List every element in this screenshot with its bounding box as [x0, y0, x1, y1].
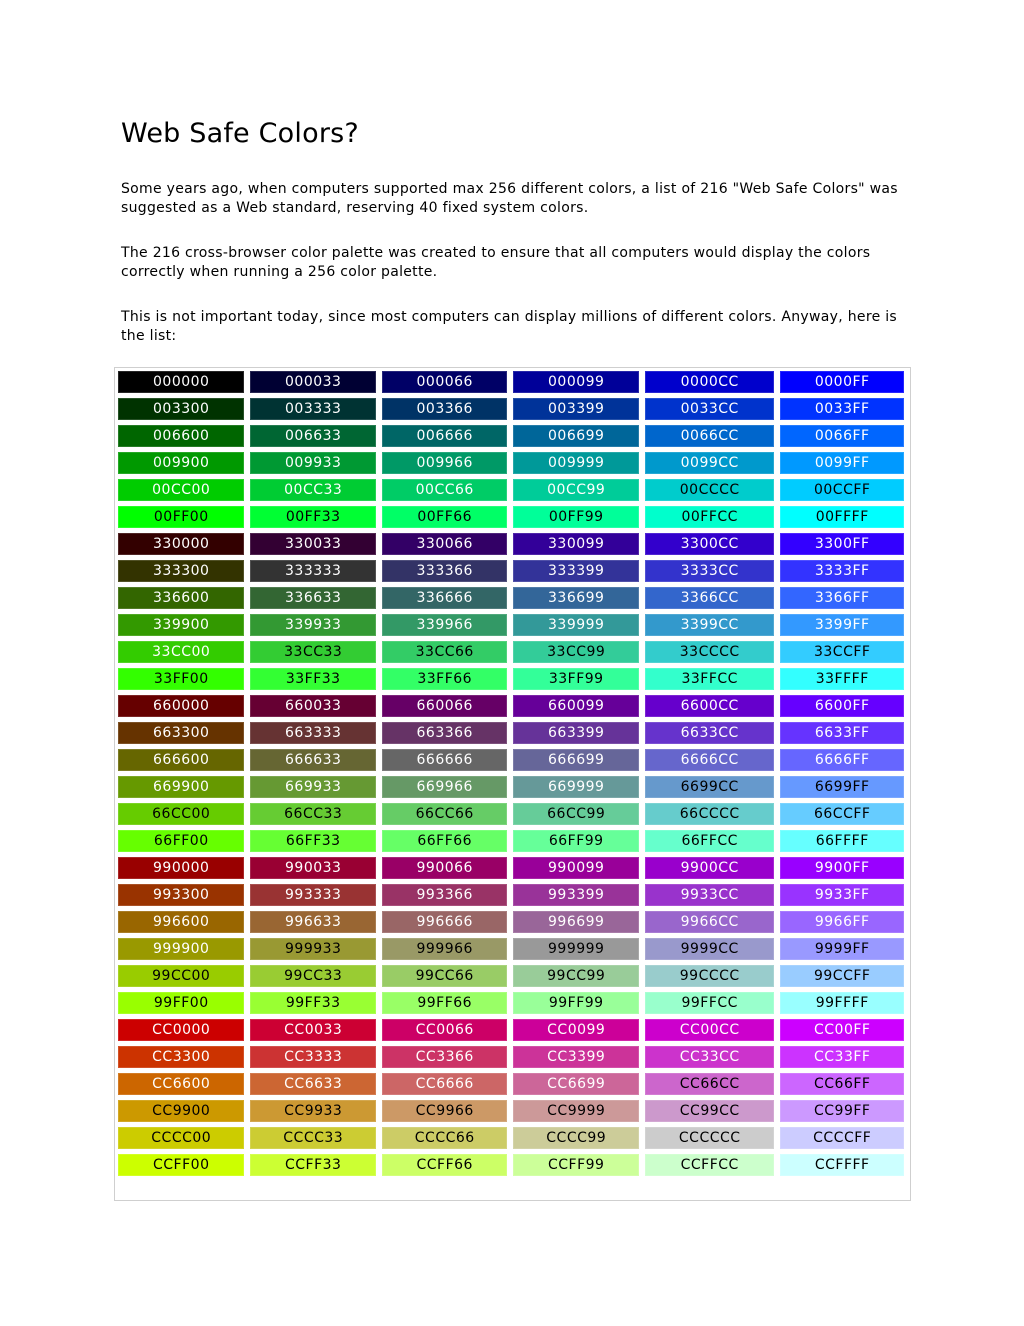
color-swatch-cell: 0099FF [780, 452, 904, 474]
color-swatch-cell: 996600 [118, 911, 244, 933]
color-swatch-cell: 00FF66 [382, 506, 508, 528]
color-swatch-cell: 990033 [250, 857, 376, 879]
color-row [118, 1100, 904, 1122]
color-swatch-cell: 66CC33 [250, 803, 376, 825]
color-swatch-cell: 660000 [118, 695, 244, 717]
color-row [118, 398, 904, 420]
color-swatch-cell: 66CC66 [382, 803, 508, 825]
color-swatch-cell: CC6633 [250, 1073, 376, 1095]
color-swatch-cell: 00CC00 [118, 479, 244, 501]
color-swatch-cell: CCFF33 [250, 1154, 376, 1176]
color-row [118, 1046, 904, 1068]
color-swatch-cell: 333333 [250, 560, 376, 582]
color-swatch-cell: 99FF33 [250, 992, 376, 1014]
color-swatch-cell: 99FFCC [645, 992, 774, 1014]
color-swatch-cell: 00CC33 [250, 479, 376, 501]
color-swatch-cell: CC0066 [382, 1019, 508, 1041]
color-swatch-cell: CCCCFF [780, 1127, 904, 1149]
color-swatch-cell: 66FF00 [118, 830, 244, 852]
color-swatch-cell: 6666CC [645, 749, 774, 771]
color-row [118, 911, 904, 933]
color-swatch-cell: 00FF99 [513, 506, 639, 528]
color-swatch-cell: 00FFCC [645, 506, 774, 528]
color-swatch-cell: 33CCCC [645, 641, 774, 663]
color-swatch-cell: 99FF99 [513, 992, 639, 1014]
color-swatch-cell: CC6699 [513, 1073, 639, 1095]
color-row [118, 884, 904, 906]
color-swatch-cell: 6633CC [645, 722, 774, 744]
color-swatch-cell: 003333 [250, 398, 376, 420]
color-row [118, 371, 904, 393]
color-swatch-cell: 3300CC [645, 533, 774, 555]
color-swatch-cell: 3366FF [780, 587, 904, 609]
color-row [118, 587, 904, 609]
color-swatch-cell: 009999 [513, 452, 639, 474]
color-swatch-cell: CCFF00 [118, 1154, 244, 1176]
color-swatch-cell: 00FFFF [780, 506, 904, 528]
color-swatch-cell: 0000CC [645, 371, 774, 393]
color-swatch-cell: 330033 [250, 533, 376, 555]
color-swatch-cell: 6633FF [780, 722, 904, 744]
intro-paragraph: Some years ago, when computers supported max 256 different colors, a list of 216 "Web Safe Colors" was suggested as a Web standard, reserving 40 fixed system colors. [121, 181, 898, 216]
color-swatch-cell: 996633 [250, 911, 376, 933]
color-swatch-cell: CCCC33 [250, 1127, 376, 1149]
color-swatch-cell: 999900 [118, 938, 244, 960]
color-swatch-cell: 330066 [382, 533, 508, 555]
color-swatch-cell: 666600 [118, 749, 244, 771]
color-swatch-cell: CC9933 [250, 1100, 376, 1122]
color-swatch-cell: 00CCCC [645, 479, 774, 501]
color-swatch-cell: 66FF99 [513, 830, 639, 852]
color-swatch-cell: CCFFFF [780, 1154, 904, 1176]
color-swatch-cell: CCCCCC [645, 1127, 774, 1149]
color-row [118, 1019, 904, 1041]
color-row [118, 857, 904, 879]
color-swatch-cell: 666633 [250, 749, 376, 771]
color-swatch-cell: 993399 [513, 884, 639, 906]
color-swatch-cell: 66FFCC [645, 830, 774, 852]
color-row [118, 1127, 904, 1149]
color-swatch-cell: 99CC00 [118, 965, 244, 987]
color-swatch-cell: 00CC99 [513, 479, 639, 501]
color-swatch-cell: CC3300 [118, 1046, 244, 1068]
color-swatch-cell: 990000 [118, 857, 244, 879]
color-row [118, 560, 904, 582]
color-swatch-cell: CCCC00 [118, 1127, 244, 1149]
color-row [118, 722, 904, 744]
color-swatch-cell: 666666 [382, 749, 508, 771]
color-swatch-cell: 66CC00 [118, 803, 244, 825]
color-swatch-cell: 99CCFF [780, 965, 904, 987]
color-swatch-cell: 9966FF [780, 911, 904, 933]
color-swatch-cell: CC66FF [780, 1073, 904, 1095]
color-row [118, 749, 904, 771]
color-swatch-cell: 999933 [250, 938, 376, 960]
color-swatch-cell: CC3399 [513, 1046, 639, 1068]
color-row [118, 641, 904, 663]
color-row [118, 803, 904, 825]
color-swatch-cell: 3333FF [780, 560, 904, 582]
color-swatch-cell: CCCC66 [382, 1127, 508, 1149]
color-swatch-cell: CCFFCC [645, 1154, 774, 1176]
color-row [118, 992, 904, 1014]
color-swatch-cell: 663300 [118, 722, 244, 744]
list-intro-paragraph: This is not important today, since most computers can display millions of different colors. Anyway, here is the list: [121, 309, 898, 344]
color-swatch-cell: 000066 [382, 371, 508, 393]
color-swatch-cell: 33FF66 [382, 668, 508, 690]
color-swatch-cell: 0033CC [645, 398, 774, 420]
color-swatch-cell: 3399FF [780, 614, 904, 636]
color-row [118, 1073, 904, 1095]
color-swatch-cell: 000099 [513, 371, 639, 393]
color-swatch-cell: CC00CC [645, 1019, 774, 1041]
color-swatch-cell: 009966 [382, 452, 508, 474]
color-row [118, 533, 904, 555]
color-swatch-cell: 3399CC [645, 614, 774, 636]
color-swatch-cell: 3366CC [645, 587, 774, 609]
color-swatch-cell: 6600CC [645, 695, 774, 717]
color-swatch-cell: 009900 [118, 452, 244, 474]
color-swatch-cell: 33FF00 [118, 668, 244, 690]
color-swatch-cell: 6699FF [780, 776, 904, 798]
color-swatch-cell: 9933FF [780, 884, 904, 906]
color-swatch-cell: 0000FF [780, 371, 904, 393]
color-swatch-cell: 6600FF [780, 695, 904, 717]
color-swatch-cell: 99CCCC [645, 965, 774, 987]
color-swatch-cell: 666699 [513, 749, 639, 771]
color-swatch-cell: 330099 [513, 533, 639, 555]
color-swatch-cell: 330000 [118, 533, 244, 555]
color-swatch-cell: 66CCFF [780, 803, 904, 825]
color-swatch-cell: 33CC00 [118, 641, 244, 663]
color-swatch-cell: CCCC99 [513, 1127, 639, 1149]
color-swatch-cell: CC3366 [382, 1046, 508, 1068]
color-swatch-cell: 33FF99 [513, 668, 639, 690]
color-swatch-cell: 006699 [513, 425, 639, 447]
color-row [118, 668, 904, 690]
color-row [118, 776, 904, 798]
color-swatch-cell: 9900FF [780, 857, 904, 879]
color-swatch-cell: 993366 [382, 884, 508, 906]
color-swatch-cell: CC0033 [250, 1019, 376, 1041]
color-swatch-cell: 339999 [513, 614, 639, 636]
color-swatch-cell: 660066 [382, 695, 508, 717]
color-swatch-cell: 333366 [382, 560, 508, 582]
color-swatch-cell: 9999CC [645, 938, 774, 960]
color-swatch-cell: 003399 [513, 398, 639, 420]
color-swatch-cell: CC3333 [250, 1046, 376, 1068]
color-swatch-cell: 66FF33 [250, 830, 376, 852]
palette-paragraph: The 216 cross-browser color palette was created to ensure that all computers would display the colors correctly when running a 256 color palette. [121, 245, 871, 280]
color-swatch-cell: 669966 [382, 776, 508, 798]
color-swatch-cell: 333300 [118, 560, 244, 582]
color-swatch-cell: 33CC99 [513, 641, 639, 663]
color-swatch-cell: CC9966 [382, 1100, 508, 1122]
color-swatch-cell: 669900 [118, 776, 244, 798]
color-swatch-cell: 009933 [250, 452, 376, 474]
color-swatch-cell: CC9999 [513, 1100, 639, 1122]
color-swatch-cell: 33CC33 [250, 641, 376, 663]
color-swatch-cell: 660099 [513, 695, 639, 717]
color-swatch-cell: 66FF66 [382, 830, 508, 852]
color-row [118, 830, 904, 852]
color-row [118, 695, 904, 717]
color-swatch-cell: CCFF66 [382, 1154, 508, 1176]
color-swatch-cell: 996699 [513, 911, 639, 933]
page-title: Web Safe Colors? [121, 118, 359, 149]
color-swatch-cell: 33FFCC [645, 668, 774, 690]
color-swatch-cell: 9900CC [645, 857, 774, 879]
color-swatch-cell: 990099 [513, 857, 639, 879]
color-swatch-cell: CC33FF [780, 1046, 904, 1068]
color-swatch-cell: 33CCFF [780, 641, 904, 663]
color-swatch-cell: CC9900 [118, 1100, 244, 1122]
color-swatch-cell: 000000 [118, 371, 244, 393]
color-swatch-cell: CC6666 [382, 1073, 508, 1095]
color-swatch-cell: 006666 [382, 425, 508, 447]
color-swatch-cell: 663366 [382, 722, 508, 744]
color-swatch-cell: CC0000 [118, 1019, 244, 1041]
color-swatch-cell: 9966CC [645, 911, 774, 933]
color-swatch-cell: 66FFFF [780, 830, 904, 852]
color-swatch-cell: CC99FF [780, 1100, 904, 1122]
color-swatch-cell: 003366 [382, 398, 508, 420]
color-swatch-cell: 993333 [250, 884, 376, 906]
color-swatch-cell: 0066CC [645, 425, 774, 447]
color-swatch-cell: 990066 [382, 857, 508, 879]
color-swatch-cell: 993300 [118, 884, 244, 906]
color-row [118, 614, 904, 636]
color-swatch-cell: 000033 [250, 371, 376, 393]
color-row [118, 965, 904, 987]
color-swatch-cell: CC33CC [645, 1046, 774, 1068]
color-swatch-cell: CC99CC [645, 1100, 774, 1122]
color-swatch-cell: 99FF66 [382, 992, 508, 1014]
color-swatch-cell: 999966 [382, 938, 508, 960]
color-swatch-cell: 0033FF [780, 398, 904, 420]
color-swatch-cell: 339933 [250, 614, 376, 636]
color-swatch-cell: 333399 [513, 560, 639, 582]
color-swatch-cell: 0066FF [780, 425, 904, 447]
color-swatch-cell: 33FFFF [780, 668, 904, 690]
color-swatch-cell: 996666 [382, 911, 508, 933]
color-swatch-cell: 336699 [513, 587, 639, 609]
color-swatch-cell: 00CCFF [780, 479, 904, 501]
color-row [118, 1154, 904, 1176]
color-swatch-cell: 99CC99 [513, 965, 639, 987]
color-swatch-cell: CC66CC [645, 1073, 774, 1095]
color-swatch-cell: 339966 [382, 614, 508, 636]
color-row [118, 425, 904, 447]
color-swatch-cell: 669999 [513, 776, 639, 798]
color-swatch-cell: 99CC33 [250, 965, 376, 987]
color-swatch-cell: 336666 [382, 587, 508, 609]
color-swatch-cell: 999999 [513, 938, 639, 960]
color-swatch-cell: 660033 [250, 695, 376, 717]
color-swatch-cell: 339900 [118, 614, 244, 636]
color-swatch-cell: 66CCCC [645, 803, 774, 825]
color-table-body [118, 371, 904, 1176]
color-row [118, 452, 904, 474]
color-swatch-cell: 006633 [250, 425, 376, 447]
color-swatch-cell: CC6600 [118, 1073, 244, 1095]
color-row [118, 938, 904, 960]
color-swatch-cell: 003300 [118, 398, 244, 420]
web-safe-color-table [112, 366, 910, 1181]
color-swatch-cell: CCFF99 [513, 1154, 639, 1176]
color-swatch-cell: 0099CC [645, 452, 774, 474]
color-swatch-cell: 663399 [513, 722, 639, 744]
color-swatch-cell: 33FF33 [250, 668, 376, 690]
color-swatch-cell: 6699CC [645, 776, 774, 798]
color-swatch-cell: 669933 [250, 776, 376, 798]
color-swatch-cell: 006600 [118, 425, 244, 447]
color-swatch-cell: 3300FF [780, 533, 904, 555]
color-swatch-cell: 663333 [250, 722, 376, 744]
color-swatch-cell: 99FF00 [118, 992, 244, 1014]
color-swatch-cell: 3333CC [645, 560, 774, 582]
color-swatch-cell: 00FF00 [118, 506, 244, 528]
color-swatch-cell: 66CC99 [513, 803, 639, 825]
color-swatch-cell: CC00FF [780, 1019, 904, 1041]
color-swatch-cell: 336633 [250, 587, 376, 609]
color-swatch-cell: 99CC66 [382, 965, 508, 987]
color-swatch-cell: 00FF33 [250, 506, 376, 528]
color-swatch-cell: 33CC66 [382, 641, 508, 663]
color-swatch-cell: 99FFFF [780, 992, 904, 1014]
color-row [118, 506, 904, 528]
color-table-frame [114, 367, 911, 1201]
color-swatch-cell: 00CC66 [382, 479, 508, 501]
color-row [118, 479, 904, 501]
color-swatch-cell: 6666FF [780, 749, 904, 771]
color-swatch-cell: 9933CC [645, 884, 774, 906]
color-swatch-cell: 9999FF [780, 938, 904, 960]
color-swatch-cell: 336600 [118, 587, 244, 609]
color-swatch-cell: CC0099 [513, 1019, 639, 1041]
